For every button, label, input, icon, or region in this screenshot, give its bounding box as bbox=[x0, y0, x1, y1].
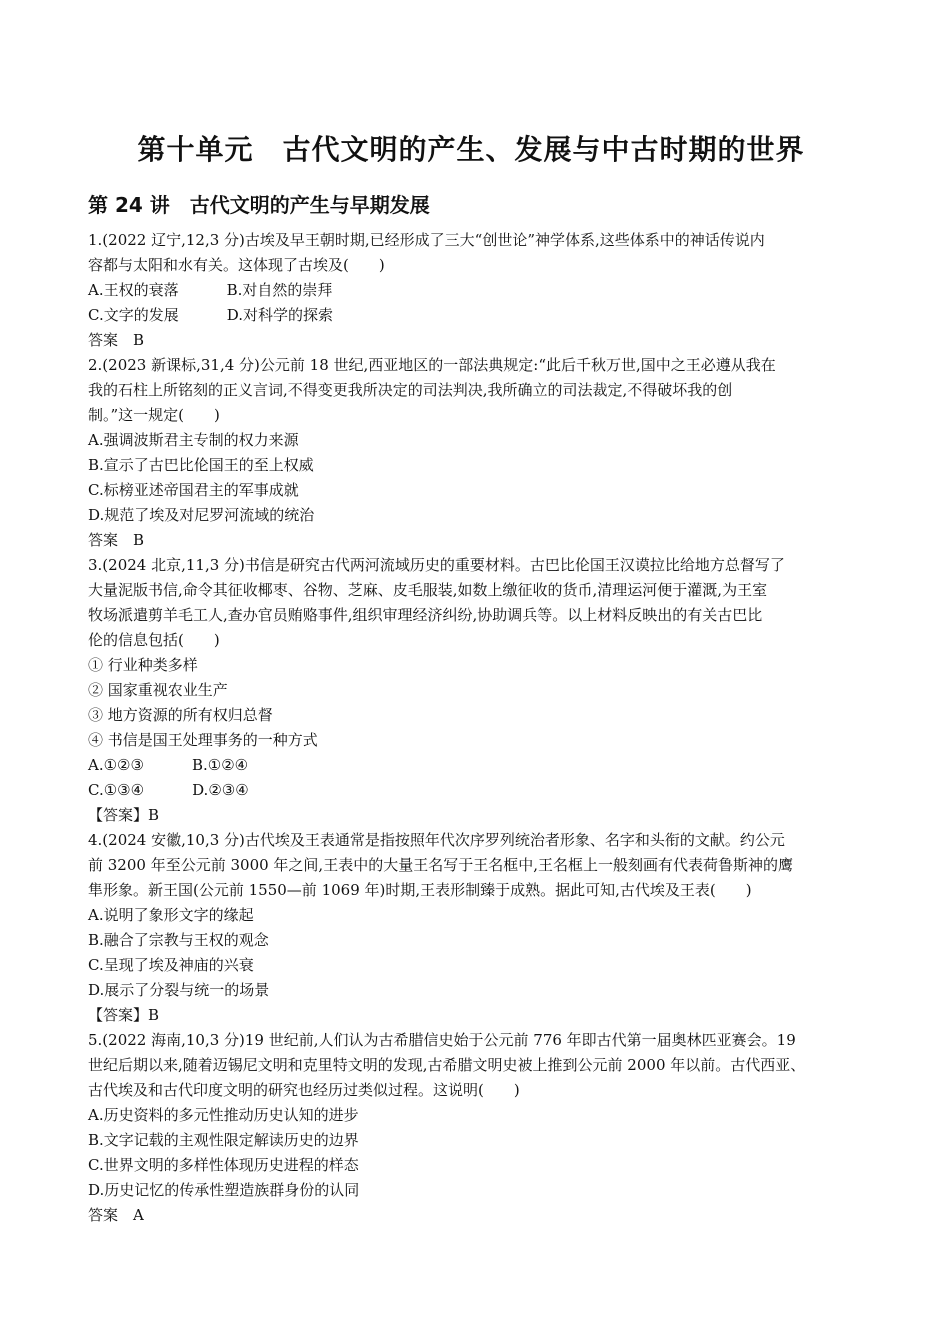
question-stem-line: 隼形象。新王国(公元前 1550—前 1069 年)时期,王表形制臻于成熟。据此可知,古代埃及王表( ) bbox=[88, 881, 752, 899]
option-c: C.①③④ bbox=[88, 781, 145, 799]
option-b: B.①②④ bbox=[191, 756, 249, 774]
option-c: C.文字的发展 bbox=[88, 306, 179, 324]
option-d: D.对科学的探索 bbox=[226, 306, 333, 324]
question-stem-line: 大量泥版书信,命令其征收椰枣、谷物、芝麻、皮毛服装,如数上缴征收的货币,清理运河便于灌溉,为王室 bbox=[88, 581, 768, 599]
answer: 【答案】B bbox=[88, 1006, 160, 1024]
option-c: C.世界文明的多样性体现历史进程的样态 bbox=[88, 1156, 359, 1174]
option-c: C.标榜亚述帝国君主的军事成就 bbox=[88, 481, 299, 499]
option-c: C.呈现了埃及神庙的兴衰 bbox=[88, 956, 254, 974]
question-stem-line: 世纪后期以来,随着迈锡尼文明和克里特文明的发现,古希腊文明史被上推到公元前 2000 年以前。古代西亚、 bbox=[88, 1056, 806, 1074]
answer: 答案 A bbox=[88, 1206, 144, 1224]
option-row bbox=[88, 778, 878, 803]
statement-item: ④ 书信是国王处理事务的一种方式 bbox=[88, 731, 318, 749]
option-d: D.历史记忆的传承性塑造族群身份的认同 bbox=[88, 1181, 360, 1199]
question-4 bbox=[88, 828, 878, 1028]
answer: 答案 B bbox=[88, 331, 145, 349]
question-2 bbox=[88, 353, 878, 553]
answer: 答案 B bbox=[88, 531, 145, 549]
option-d: D.展示了分裂与统一的场景 bbox=[88, 981, 270, 999]
option-row bbox=[88, 753, 878, 778]
option-b: B.对自然的崇拜 bbox=[226, 281, 333, 299]
option-d: D.规范了埃及对尼罗河流域的统治 bbox=[88, 506, 315, 524]
option-row bbox=[88, 303, 878, 328]
option-b: B.文字记载的主观性限定解读历史的边界 bbox=[88, 1131, 359, 1149]
question-stem-line: 5.(2022 海南,10,3 分)19 世纪前,人们认为古希腊信史始于公元前 776 年即古代第一届奥林匹亚赛会。19 bbox=[88, 1031, 796, 1049]
question-stem-line: 我的石柱上所铭刻的正义言词,不得变更我所决定的司法判决,我所确立的司法裁定,不得破坏我的创 bbox=[88, 381, 733, 399]
question-stem-line: 4.(2024 安徽,10,3 分)古代埃及王表通常是指按照年代次序罗列统治者形象、名字和头衔的文献。约公元 bbox=[88, 831, 785, 849]
question-5 bbox=[88, 1028, 878, 1228]
option-a: A.①②③ bbox=[88, 756, 144, 774]
question-stem-line: 2.(2023 新课标,31,4 分)公元前 18 世纪,西亚地区的一部法典规定:“此后千秋万世,国中之王必遵从我在 bbox=[88, 356, 776, 374]
question-stem-line: 3.(2024 北京,11,3 分)书信是研究古代两河流域历史的重要材料。古巴比伦国王汉谟拉比给地方总督写了 bbox=[88, 556, 785, 574]
document-page bbox=[88, 130, 878, 1228]
question-stem-line: 牧场派遣剪羊毛工人,查办官员贿赂事件,组织审理经济纠纷,协助调兵等。以上材料反映出的有关古巴比 bbox=[88, 606, 763, 624]
option-b: B.宣示了古巴比伦国王的至上权威 bbox=[88, 456, 314, 474]
option-a: A.强调波斯君主专制的权力来源 bbox=[88, 431, 299, 449]
statement-item: ② 国家重视农业生产 bbox=[88, 681, 228, 699]
unit-title: 第十单元 古代文明的产生、发展与中古时期的世界 bbox=[137, 133, 805, 166]
statement-item: ③ 地方资源的所有权归总督 bbox=[88, 706, 273, 724]
option-b: B.融合了宗教与王权的观念 bbox=[88, 931, 269, 949]
question-3 bbox=[88, 553, 878, 828]
option-a: A.历史资料的多元性推动历史认知的进步 bbox=[88, 1106, 359, 1124]
option-d: D.②③④ bbox=[192, 781, 249, 799]
option-a: A.王权的衰落 bbox=[88, 281, 179, 299]
question-stem-line: 伦的信息包括( ) bbox=[88, 631, 220, 649]
question-1 bbox=[88, 228, 878, 353]
question-stem-line: 前 3200 年至公元前 3000 年之间,王表中的大量王名写于王名框中,王名框上一般刻画有代表荷鲁斯神的鹰 bbox=[88, 856, 793, 874]
question-stem-line: 制。”这一规定( ) bbox=[88, 406, 220, 424]
answer: 【答案】B bbox=[88, 806, 160, 824]
statement-item: ① 行业种类多样 bbox=[88, 656, 198, 674]
option-row bbox=[88, 278, 878, 303]
question-stem-line: 容都与太阳和水有关。这体现了古埃及( ) bbox=[88, 256, 385, 274]
question-stem-line: 1.(2022 辽宁,12,3 分)古埃及早王朝时期,已经形成了三大“创世论”神学体系,这些体系中的神话传说内 bbox=[88, 231, 765, 249]
lesson-title: 第 24 讲 古代文明的产生与早期发展 bbox=[88, 193, 430, 217]
option-a: A.说明了象形文字的缘起 bbox=[88, 906, 254, 924]
question-stem-line: 古代埃及和古代印度文明的研究也经历过类似过程。这说明( ) bbox=[88, 1081, 520, 1099]
